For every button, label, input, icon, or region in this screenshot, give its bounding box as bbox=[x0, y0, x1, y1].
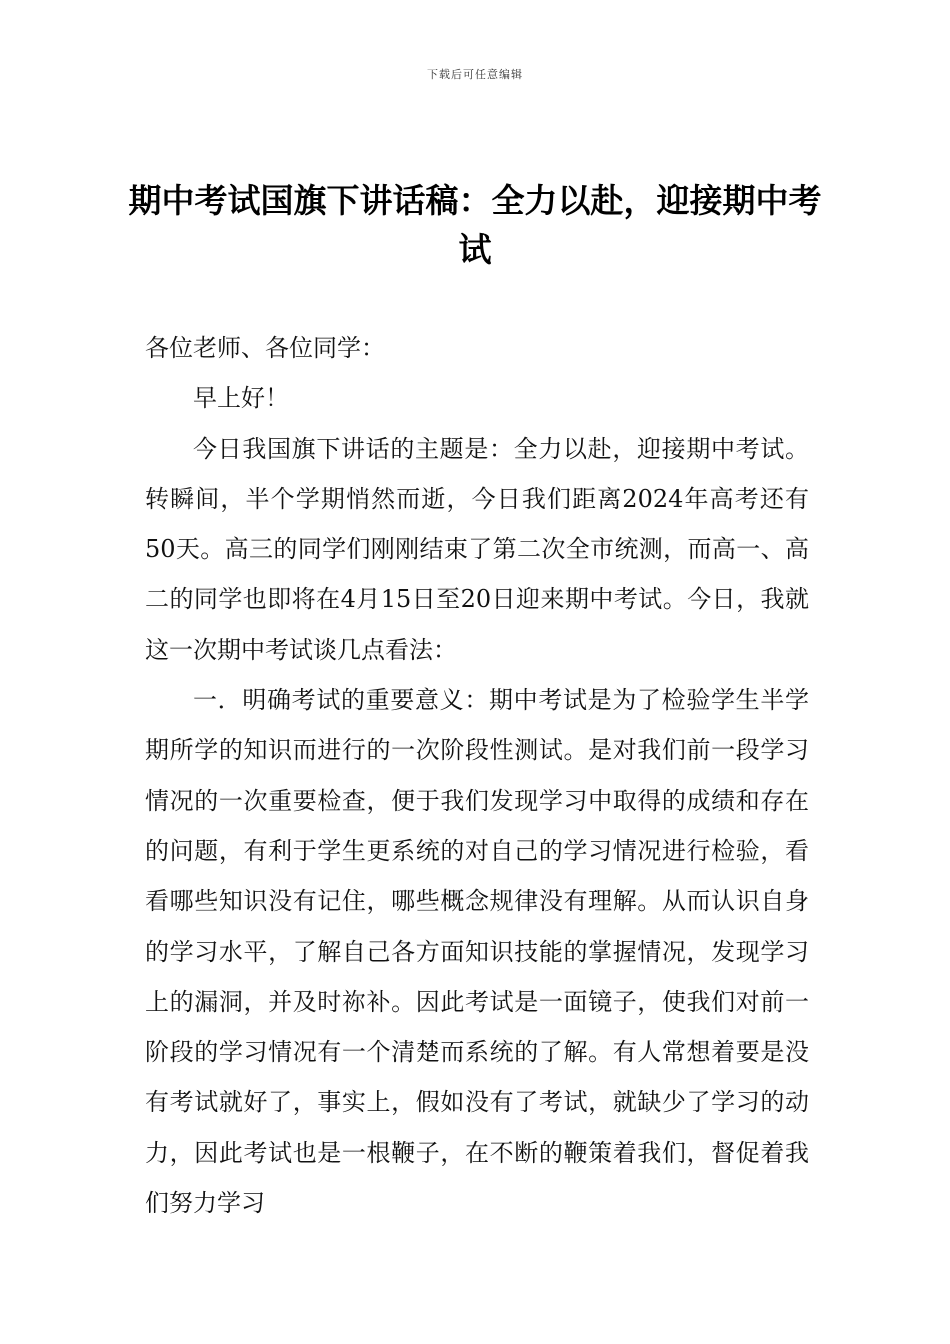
paragraph-intro: 今日我国旗下讲话的主题是：全力以赴，迎接期中考试。转瞬间，半个学期悄然而逝，今日我们距离2024年高考还有50天。高三的同学们刚刚结束了第二次全市统测，而高一、高二的同学也即将在4月15日至20日迎来期中考试。今日，我就这一次期中考试谈几点看法： bbox=[145, 434, 809, 664]
document-body bbox=[145, 323, 809, 1228]
document-title: 期中考试国旗下讲话稿：全力以赴，迎接期中考试 bbox=[128, 181, 822, 269]
paragraph-point-one: 一．明确考试的重要意义：期中考试是为了检验学生半学期所学的知识而进行的一次阶段性测试。是对我们前一段学习情况的一次重要检查，便于我们发现学习中取得的成绩和存在的问题，有利于学生更系统的对自己的学习情况进行检验，看看哪些知识没有记住，哪些概念规律没有理解。从而认识自身的学习水平，了解自己各方面知识技能的掌握情况，发现学习上的漏洞，并及时祢补。因此考试是一面镜子，使我们对前一阶段的学习情况有一个清楚而系统的了解。有人常想着要是没有考试就好了，事实上，假如没有了考试，就缺少了学习的动力，因此考试也是一根鞭子，在不断的鞭策着我们，督促着我们努力学习 bbox=[145, 686, 809, 1218]
salutation: 各位老师、各位同学： bbox=[145, 334, 385, 362]
paragraph-greeting: 早上好！ bbox=[193, 384, 289, 413]
header-note: 下载后可任意编辑 bbox=[427, 68, 523, 81]
